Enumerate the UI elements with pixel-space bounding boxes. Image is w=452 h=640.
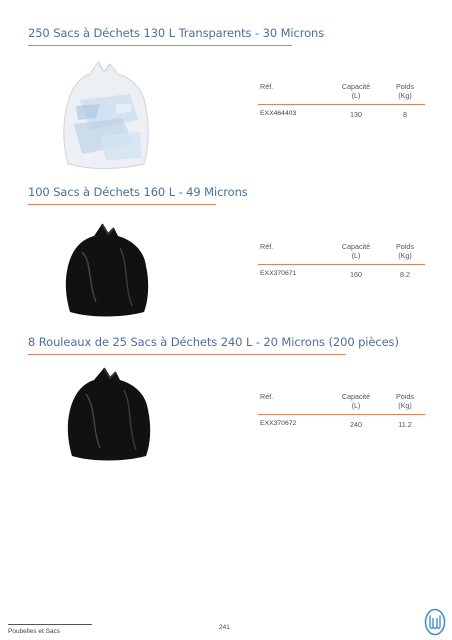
capacity-header-line2: (L) bbox=[351, 401, 361, 410]
weight-header bbox=[390, 392, 420, 410]
product-table bbox=[258, 392, 425, 429]
black-bag-image bbox=[64, 366, 152, 462]
table-row bbox=[258, 415, 425, 429]
ref-header: Réf. bbox=[260, 242, 274, 251]
capacity-header bbox=[336, 242, 376, 260]
page-number: 241 bbox=[219, 624, 230, 631]
product-table bbox=[258, 82, 425, 119]
capacity-header-line2: (L) bbox=[351, 251, 361, 260]
capacity-header-line2: (L) bbox=[351, 91, 361, 100]
capacity-value: 160 bbox=[350, 270, 362, 279]
ref-value: EXX370671 bbox=[260, 270, 297, 277]
ref-header: Réf. bbox=[260, 392, 274, 401]
table-row bbox=[258, 265, 425, 279]
capacity-header-line1: Capacité bbox=[341, 392, 371, 401]
weight-header-line2: (Kg) bbox=[398, 91, 412, 100]
weight-header-line2: (Kg) bbox=[398, 251, 412, 260]
section-title: 250 Sacs à Déchets 130 L Transparents - 30 Microns bbox=[28, 26, 325, 40]
footer-divider bbox=[8, 624, 92, 625]
capacity-header bbox=[336, 82, 376, 100]
weight-header-line1: Poids bbox=[396, 242, 414, 251]
brand-logo-icon bbox=[424, 608, 446, 636]
title-underline bbox=[28, 45, 292, 46]
weight-value: 8 bbox=[403, 110, 407, 119]
weight-value: 8.2 bbox=[400, 270, 410, 279]
capacity-header-line1: Capacité bbox=[341, 242, 371, 251]
weight-header bbox=[390, 82, 420, 100]
ref-value: EXX464403 bbox=[260, 110, 297, 117]
transparent-bag-image bbox=[60, 60, 152, 170]
footer-category: Poubelles et Sacs bbox=[8, 628, 61, 635]
capacity-header-line1: Capacité bbox=[341, 82, 371, 91]
title-underline bbox=[28, 204, 216, 205]
table-header bbox=[258, 242, 425, 265]
title-underline bbox=[28, 354, 346, 355]
capacity-header bbox=[336, 392, 376, 410]
weight-header bbox=[390, 242, 420, 260]
weight-header-line1: Poids bbox=[396, 392, 414, 401]
table-header bbox=[258, 392, 425, 415]
weight-value: 11.2 bbox=[398, 420, 412, 429]
weight-header-line2: (Kg) bbox=[398, 401, 412, 410]
ref-header: Réf. bbox=[260, 82, 274, 91]
black-bag-image bbox=[62, 222, 152, 318]
table-row bbox=[258, 105, 425, 119]
table-header bbox=[258, 82, 425, 105]
ref-value: EXX370672 bbox=[260, 420, 297, 427]
section-title: 8 Rouleaux de 25 Sacs à Déchets 240 L - 20 Microns (200 pièces) bbox=[28, 335, 399, 349]
capacity-value: 240 bbox=[350, 420, 362, 429]
product-table bbox=[258, 242, 425, 279]
capacity-value: 130 bbox=[350, 110, 362, 119]
section-title: 100 Sacs à Déchets 160 L - 49 Microns bbox=[28, 185, 248, 199]
weight-header-line1: Poids bbox=[396, 82, 414, 91]
